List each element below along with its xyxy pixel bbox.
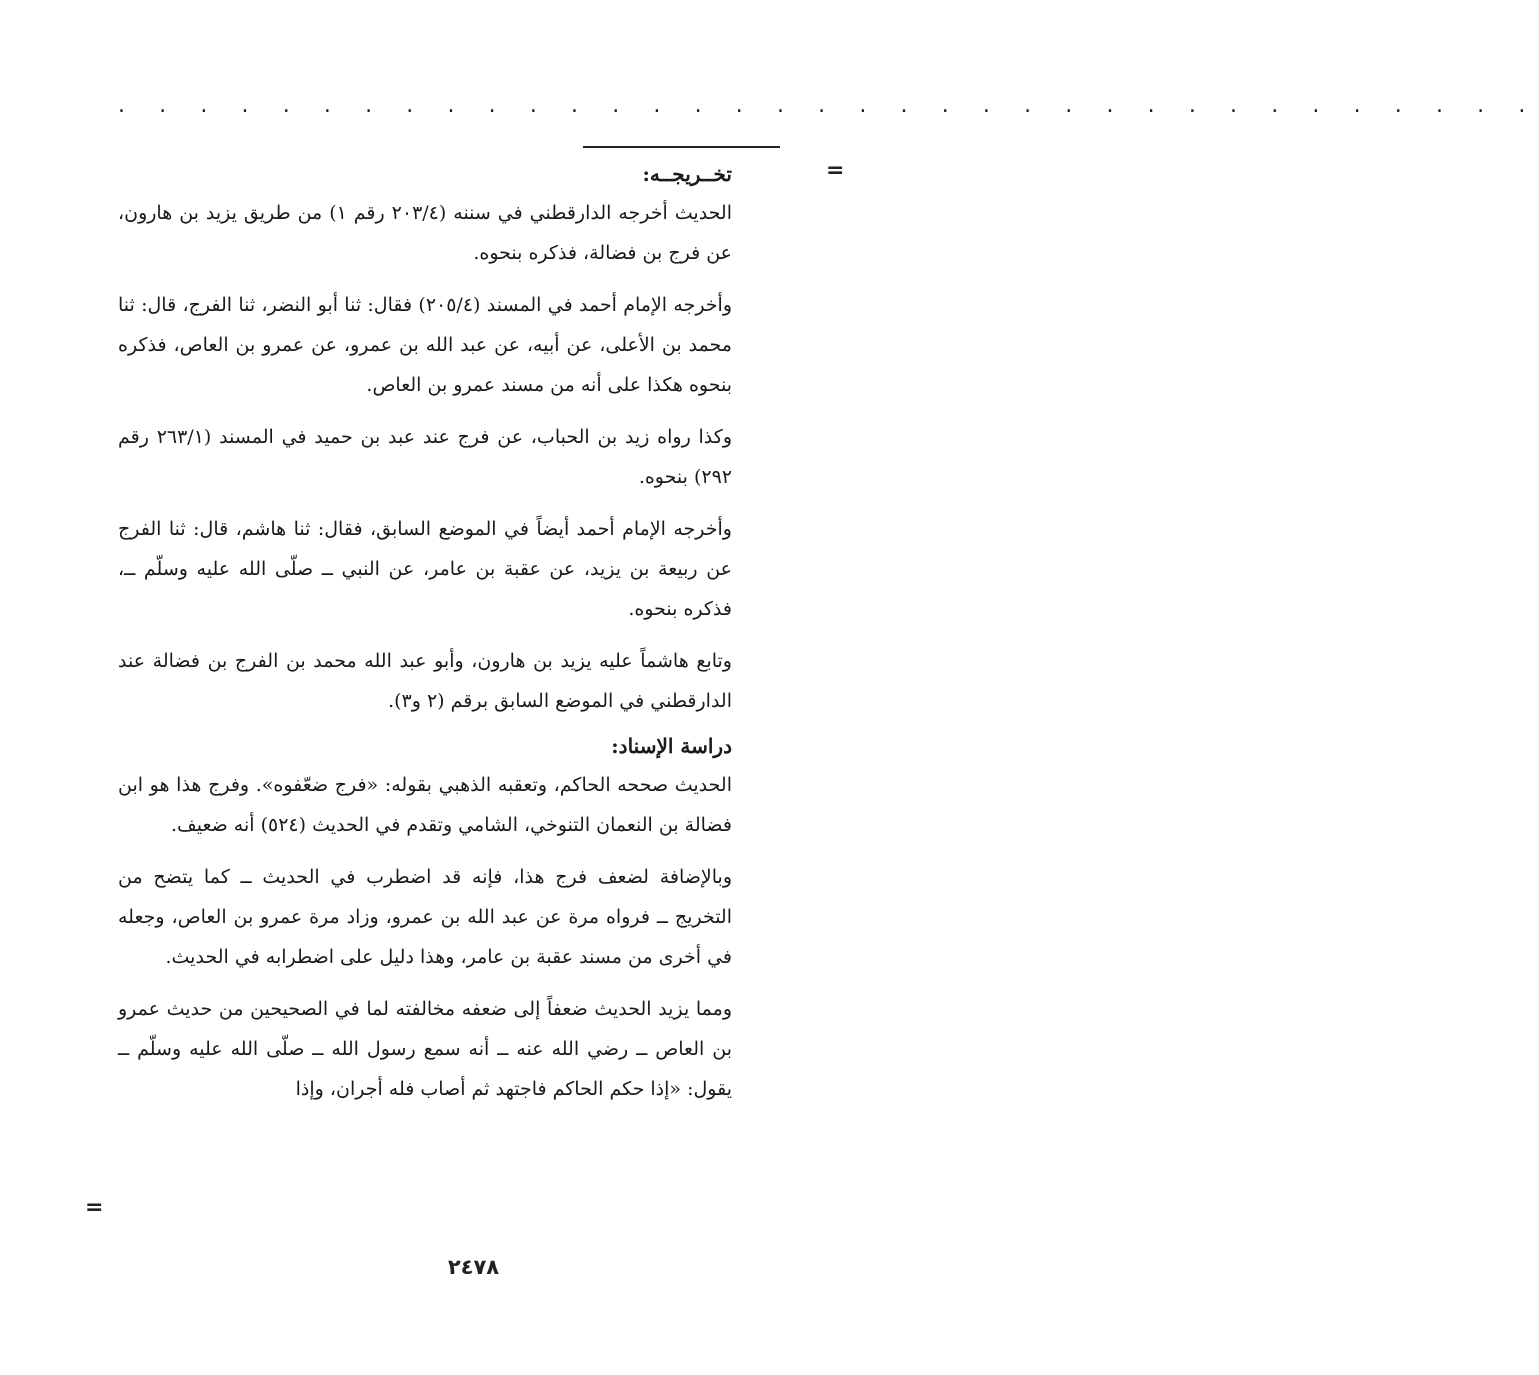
continuation-mark-top: = [826, 158, 845, 183]
page-number: ٢٤٧٨ [447, 1255, 500, 1279]
isnad-paragraph-2: وبالإضافة لضعف فرج هذا، فإنه قد اضطرب في الحديث ــ كما يتضح من التخريج ــ فرواه مرة عن عبد الله بن عمرو، وزاد مرة عمرو بن العاص، وجعله في أخرى من مسند عقبة بن عامر، وهذا دليل على اضطرابه في الحديث. [118, 866, 732, 968]
isnad-paragraph-1: الحديث صححه الحاكم، وتعقبه الذهبي بقوله: «فرج ضعّفوه». وفرج هذا هو ابن فضالة بن النعمان التنوخي، الشامي وتقدم في الحديث (٥٢٤) أنه ضعيف. [118, 774, 732, 836]
isnad-paragraph-3: ومما يزيد الحديث ضعفاً إلى ضعفه مخالفته لما في الصحيحين من حديث عمرو بن العاص ــ رضي الله عنه ــ أنه سمع رسول الله ــ صلّى الله عليه وسلّم ــ يقول: «إذا حكم الحاكم فاجتهد ثم أصاب فله أجران، وإذا [118, 998, 732, 1100]
isnad-heading: دراسة الإسناد: [611, 734, 732, 758]
page-body [118, 155, 732, 1121]
footnote-rule [583, 146, 780, 148]
takhrij-heading: تخــريجــه: [642, 162, 732, 186]
dotted-separator: . . . . . . . . . . . . . . . . . . . . . . . . . . . . . . . . . . . [118, 93, 1539, 118]
takhrij-paragraph-2: وأخرجه الإمام أحمد في المسند (٢٠٥/٤) فقال: ثنا أبو النضر، ثنا الفرج، قال: ثنا محمد بن الأعلى، عن أبيه، عن عبد الله بن عمرو، عن عمرو بن العاص، فذكره بنحوه هكذا على أنه من مسند عمرو بن العاص. [118, 294, 732, 396]
takhrij-paragraph-5: وتابع هاشماً عليه يزيد بن هارون، وأبو عبد الله محمد بن الفرج بن فضالة عند الدارقطني في الموضع السابق برقم (٢ و٣). [118, 650, 732, 712]
continuation-mark-bottom: = [85, 1195, 104, 1220]
takhrij-paragraph-4: وأخرجه الإمام أحمد أيضاً في الموضع السابق، فقال: ثنا هاشم، قال: ثنا الفرج عن ربيعة بن يزيد، عن عقبة بن عامر، عن النبي ــ صلّى الله عليه وسلّم ــ، فذكره بنحوه. [118, 518, 732, 620]
takhrij-paragraph-3: وكذا رواه زيد بن الحباب، عن فرج عند عبد بن حميد في المسند (٢٦٣/١ رقم ٢٩٢) بنحوه. [118, 426, 733, 488]
takhrij-paragraph-1: الحديث أخرجه الدارقطني في سننه (٢٠٣/٤ رقم ١) من طريق يزيد بن هارون، عن فرج بن فضالة، فذكره بنحوه. [118, 202, 732, 264]
